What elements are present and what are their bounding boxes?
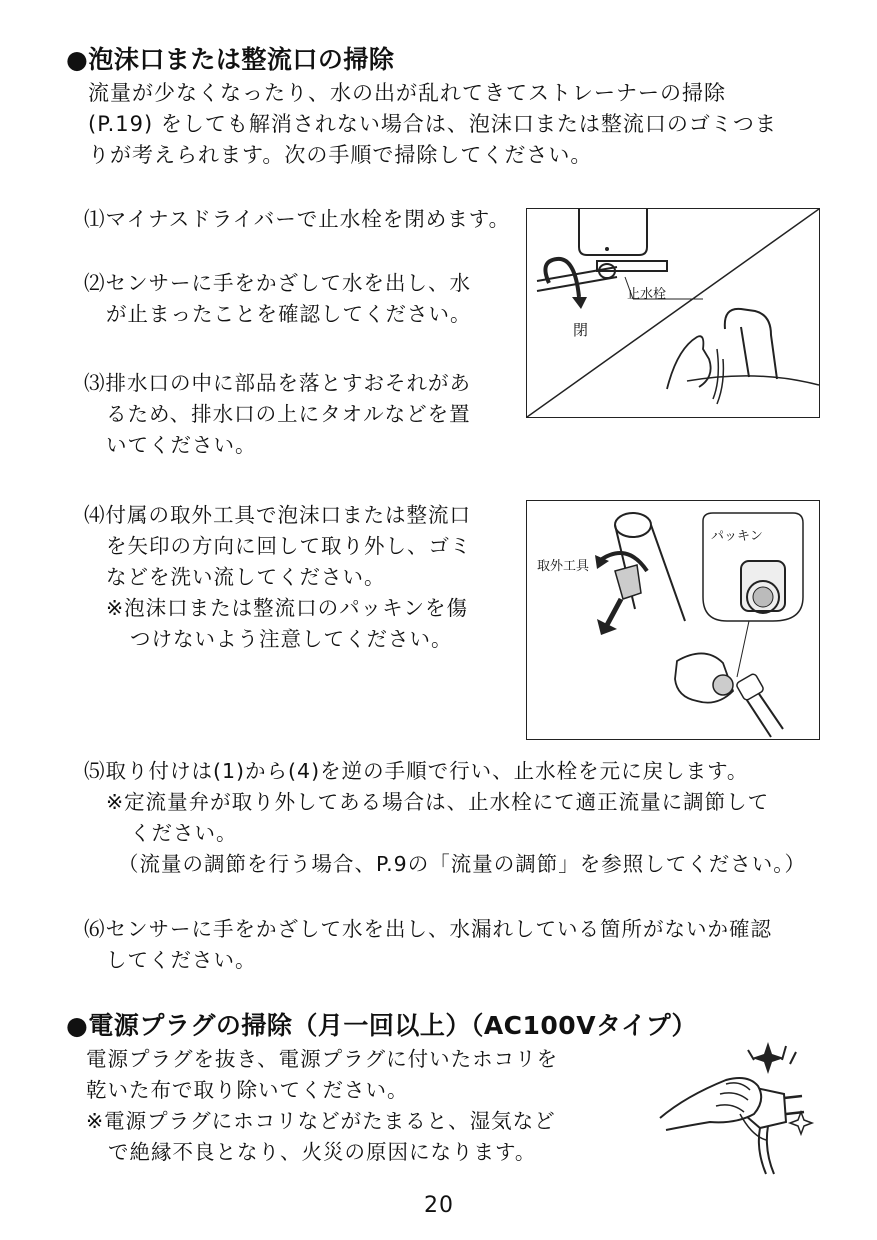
figure-shutoff-valve [526,208,820,418]
removal-tool-illustration [527,501,819,739]
plug-body-line: ※電源プラグにホコリなどがたまると、湿気など [86,1109,556,1133]
step-5-note-line: ください。 [130,821,238,845]
section-heading-plug-cleaning: ●電源プラグの掃除（月一回以上）（AC100Vタイプ） [66,1011,698,1040]
step-3-line: いてください。 [106,433,257,457]
plug-cleaning-illustration [656,1040,816,1176]
step-6-line: ⑹センサーに手をかざして水を出し、水漏れしている箇所がないか確認 [84,917,772,941]
fig1-label-valve: 止水栓 [627,287,667,302]
step-1-line: ⑴マイナスドライバーで止水栓を閉めます。 [84,207,511,231]
step-5 [84,756,834,880]
plug-cleaning-body [86,1044,606,1168]
step-1 [84,204,514,235]
shutoff-valve-illustration [527,209,819,417]
step-2 [84,268,514,330]
fig1-label-close: 閉 [573,321,589,339]
step-4-note-line: ※泡沫口または整流口のパッキンを傷 [106,596,468,620]
intro-line: (P.19) をしても解消されない場合は、泡沫口または整流口のゴミつま [88,112,777,136]
step-4-note-line: つけないよう注意してください。 [130,627,453,651]
plug-body-line: 電源プラグを抜き、電源プラグに付いたホコリを [86,1047,559,1071]
step-6 [84,914,844,976]
intro-line: 流量が少なくなったり、水の出が乱れてきてストレーナーの掃除 [88,81,726,105]
figure-removal-tool [526,500,820,740]
step-4-line: を矢印の方向に回して取り外し、ゴミ [106,534,472,558]
section-heading-aerator-cleaning: ●泡沫口または整流口の掃除 [66,45,395,74]
plug-body-line: で絶縁不良となり、火災の原因になります。 [108,1140,537,1164]
page-number: 20 [424,1193,454,1218]
step-2-line: が止まったことを確認してください。 [106,302,472,326]
fig2-label-packing: パッキン [711,529,763,544]
intro-paragraph [88,78,777,171]
intro-line: りが考えられます。次の手順で掃除してください。 [88,143,593,167]
step-5-line: ⑸取り付けは(1)から(4)を逆の手順で行い、止水栓を元に戻します。 [84,759,749,783]
step-3-line: ⑶排水口の中に部品を落とすおそれがあ [84,371,471,395]
step-3 [84,368,514,461]
step-5-reference: （流量の調節を行う場合、P.9の「流量の調節」を参照してください。） [118,852,806,876]
plug-body-line: 乾いた布で取り除いてください。 [86,1078,409,1102]
step-6-line: してください。 [106,948,257,972]
step-4 [84,500,514,655]
step-4-line: ⑷付属の取外工具で泡沫口または整流口 [84,503,471,527]
step-2-line: ⑵センサーに手をかざして水を出し、水 [84,271,471,295]
step-4-line: などを洗い流してください。 [106,565,386,589]
fig2-label-tool: 取外工具 [537,559,590,574]
step-3-line: るため、排水口の上にタオルなどを置 [106,402,471,426]
step-5-note-line: ※定流量弁が取り外してある場合は、止水栓にて適正流量に調節して [106,790,770,814]
